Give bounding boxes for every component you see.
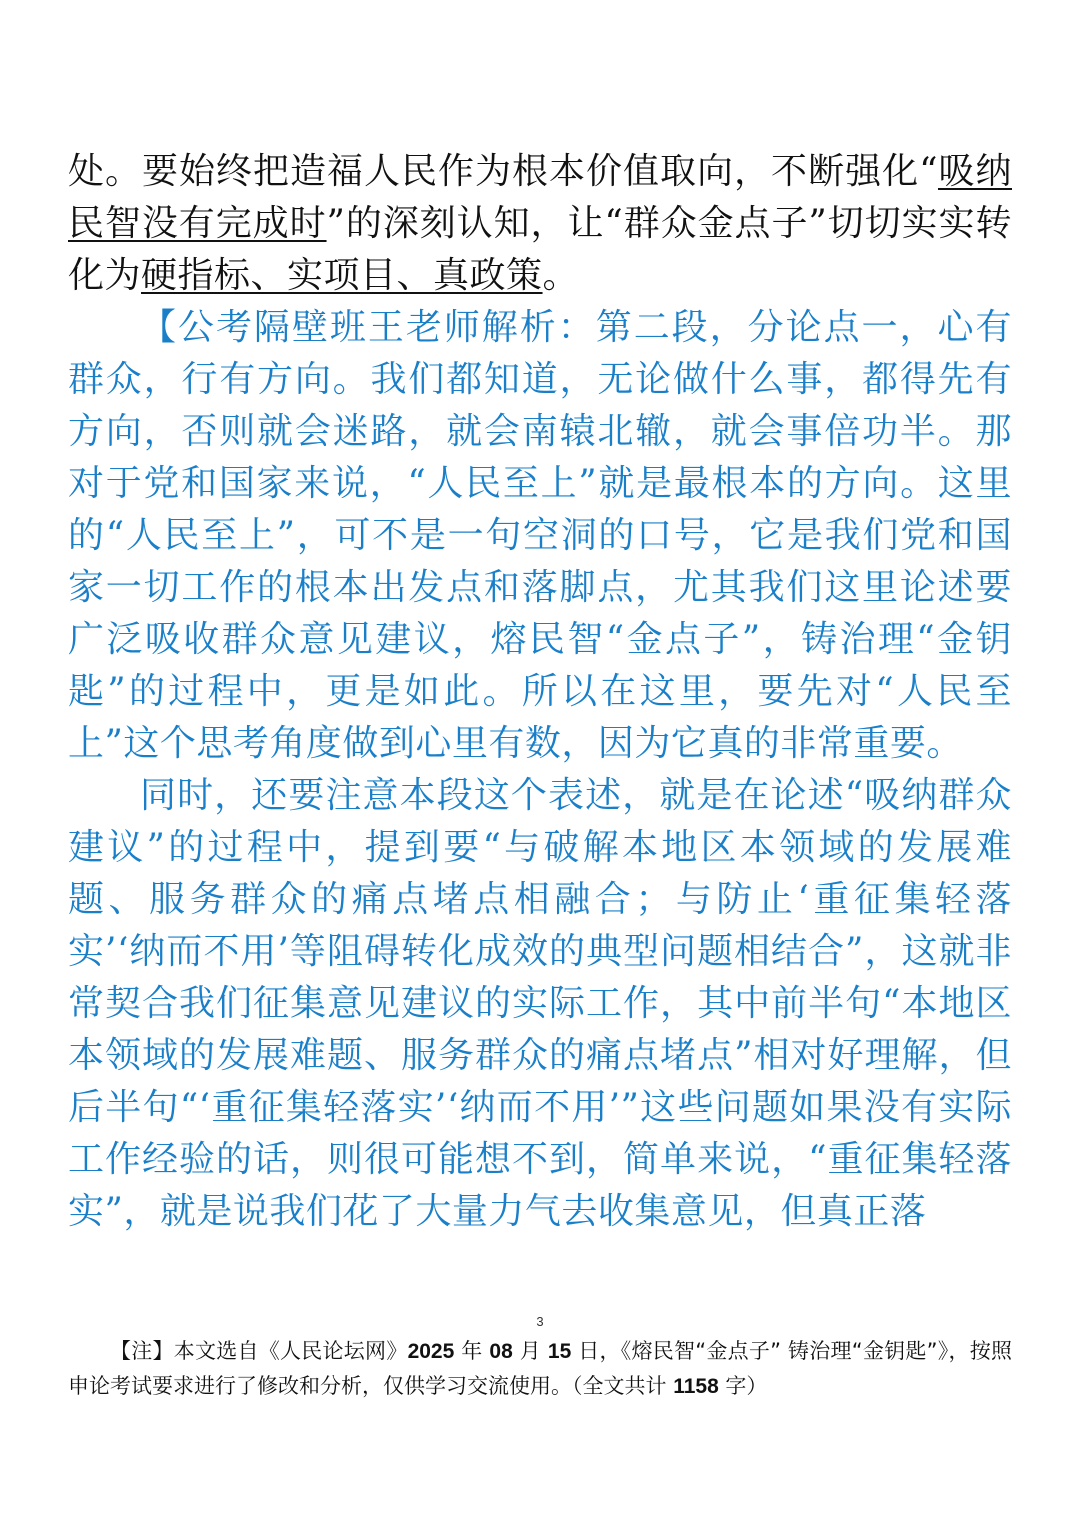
footnote <box>68 1334 1012 1404</box>
footnote-part-3: 月 <box>512 1339 548 1363</box>
footnote-part-5: 字） <box>718 1374 768 1398</box>
footnote-part-4: 日，《熔民智“金点子” 铸治理“金钥匙”》，按照申论考试要求进行了修改和分析，仅供学习交流使用。（全文共计 <box>68 1339 1012 1398</box>
paragraph-analysis-1: 【公考隔壁班王老师解析：第二段，分论点一，心有群众，行有方向。我们都知道，无论做什么事，都得先有方向，否则就会迷路，就会南辕北辙，就会事倍功半。那对于党和国家来说，“人民至上”就是最根本的方向。这里的“人民至上”，可不是一句空洞的口号，它是我们党和国家一切工作的根本出发点和落脚点，尤其我们这里论述要广泛吸收群众意见建议，熔民智“金点子”，铸治理“金钥匙”的过程中，更是如此。所以在这里，要先对“人民至上”这个思考角度做到心里有数，因为它真的非常重要。 <box>68 307 1012 764</box>
p1-text-3: 。 <box>542 255 580 296</box>
footnote-month: 08 <box>489 1340 513 1363</box>
p1-text-1: 处。要始终把造福人民作为根本价值取向，不断强化“ <box>68 151 938 192</box>
paragraph-conclusion <box>68 146 1012 302</box>
footnote-year: 2025 <box>407 1340 455 1363</box>
footnote-day: 15 <box>547 1340 572 1363</box>
footnote-text <box>68 1334 1012 1404</box>
footnote-word-count: 1158 <box>673 1375 719 1398</box>
paragraph-analysis-2: 同时，还要注意本段这个表述，就是在论述“吸纳群众建议”的过程中，提到要“与破解本地区本领域的发展难题、服务群众的痛点堵点相融合；与防止‘重征集轻落实’‘纳而不用’等阻碍转化成效的典型问题相结合”，这就非常契合我们征集意见建议的实际工作，其中前半句“本地区本领域的发展难题、服务群众的痛点堵点”相对好理解，但后半句“‘重征集轻落实’‘纳而不用’”这些问题如果没有实际工作经验的话，则很可能想不到，简单来说，“重征集轻落实”，就是说我们花了大量力气去收集意见，但真正落 <box>68 775 1012 1232</box>
p1-underlined-phrase-1: 吸纳民智没有完成时 <box>68 151 1012 244</box>
footnote-part-1: 【注】本文选自《人民论坛网》 <box>110 1339 408 1363</box>
p1-underlined-phrase-2: 硬指标、实项目、真政策 <box>141 255 543 296</box>
body-text <box>68 146 1012 1238</box>
footnote-part-2: 年 <box>454 1339 490 1363</box>
page-number: 3 <box>536 1314 544 1329</box>
p1-text-2: ”的深刻认知，让“群众金点子”切切实实转化为 <box>68 203 1012 296</box>
